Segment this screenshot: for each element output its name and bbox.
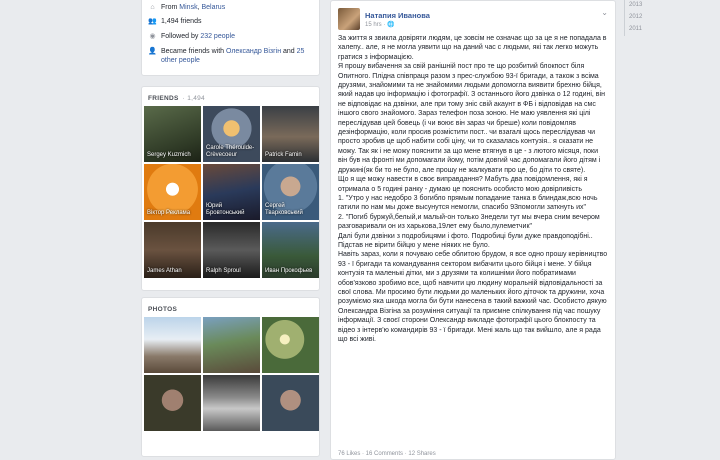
post-time-text[interactable]: 15 hrs · — [365, 21, 388, 28]
became-friends-row — [142, 47, 319, 65]
friend-tile[interactable] — [262, 164, 319, 220]
photos-grid — [142, 317, 319, 431]
friends-title[interactable]: FRIENDS — [148, 95, 179, 102]
friend-name[interactable]: Ralph Sproul — [206, 268, 241, 274]
friends-count: · 1,494 — [182, 95, 205, 102]
from-country-link[interactable]: Belarus — [201, 4, 226, 11]
year-link[interactable]: 2013 — [624, 0, 664, 12]
friends-row — [142, 17, 319, 26]
intro-card — [141, 0, 320, 76]
became-name-link[interactable]: Олександр Візгін — [225, 48, 282, 55]
from-row — [142, 3, 319, 12]
chevron-down-icon[interactable]: ⌄ — [601, 8, 608, 17]
friend-name[interactable]: Юрий Бровтонський — [206, 203, 245, 216]
friend-tile[interactable] — [144, 106, 201, 162]
post-footer[interactable]: 76 Likes · 16 Comments · 12 Shares — [338, 451, 436, 457]
friend-name[interactable]: Sergey Kuzmich — [147, 152, 191, 158]
post-body — [331, 34, 615, 344]
friends-header — [142, 87, 319, 106]
followed-row — [142, 32, 319, 41]
became-and: and — [283, 48, 295, 55]
from-city-link[interactable]: Minsk — [179, 4, 198, 11]
friends-icon: 👥 — [148, 18, 157, 25]
year-link[interactable]: 2012 — [624, 12, 664, 24]
friend-name[interactable]: Carole Théroulde-Crèvecoeur — [206, 145, 255, 158]
author-avatar[interactable] — [338, 8, 360, 30]
photo-tile[interactable] — [262, 375, 319, 431]
photo-tile[interactable] — [144, 375, 201, 431]
friend-tile[interactable] — [203, 106, 260, 162]
friend-tile[interactable] — [203, 164, 260, 220]
friend-tile[interactable] — [144, 222, 201, 278]
post-card — [330, 0, 616, 460]
friends-card — [141, 86, 320, 291]
post-header — [331, 1, 615, 34]
friend-name[interactable]: Віктор Реклама — [147, 210, 191, 216]
friend-tile[interactable] — [262, 222, 319, 278]
from-text — [161, 3, 225, 12]
friend-tile[interactable] — [262, 106, 319, 162]
globe-icon: 🌐 — [387, 21, 395, 28]
from-prefix: From — [161, 4, 178, 11]
year-link[interactable]: 2011 — [624, 24, 664, 36]
followed-prefix: Followed by — [161, 33, 199, 40]
became-other-link[interactable]: 25 other people — [161, 48, 305, 64]
photos-card — [141, 297, 320, 457]
friends-grid — [142, 106, 319, 278]
home-icon: ⌂ — [150, 4, 155, 11]
photo-tile[interactable] — [203, 317, 260, 373]
post-time[interactable] — [365, 21, 430, 28]
friend-name[interactable]: Сергей Тварковський — [265, 203, 303, 216]
friend-name[interactable]: James Athan — [147, 268, 182, 274]
friend-tile[interactable] — [144, 164, 201, 220]
friend-name[interactable]: Patrick Famin — [265, 152, 302, 158]
person-icon: 👤 — [148, 48, 157, 55]
photo-tile[interactable] — [262, 317, 319, 373]
photo-tile[interactable] — [144, 317, 201, 373]
timeline-years — [624, 0, 664, 36]
photo-tile[interactable] — [203, 375, 260, 431]
followed-count-link[interactable]: 232 people — [200, 33, 235, 40]
became-prefix: Became friends with — [161, 48, 225, 55]
from-sep: , — [197, 4, 202, 11]
friend-tile[interactable] — [203, 222, 260, 278]
friends-count-text: 1,494 friends — [161, 18, 202, 25]
post-text: За життя я звикла довіряти людям, це зовсім не означає що за це я не попадала в халепу.. але, я не могла уявити що на даний час с людьми, які так легко можуть гратися з інформацією. Я прошу вибачення за свій ранішній пост про те що розбитий блокпост біля Опитного. Плідна співпраця разом з прес-службою 93-ї бригади, а також з всіма друзями, знайомими та не знайомими людьми допомогла виявити брехню бійця, який надав цю інформацію і фотографії. З останнього його дзвінка о 12 годині, він не відповідає на дзвінки, але при тому зніс свій акаунт в ФБ і відповідав на смс іншого свого знайомого. Зараз телефон поза зоною. Не маю уявлення які цілі переслідував цей бовець (і чи воює він зараз чи бреше) коли повідомляв дезінформацію, коли просив розмістити пост.. чи взагалі щось переслідував чи просто зробив це щоб набити собі ціну, чи то сказалась контузія.. я сказати не можу. Так як і не можу пояснити за що мене втягнув в це - з лютого місяця, поки він був на фронті ми допомагали йому, потім довгий час допомагали його дітям і дружині(як би то не було, але прошу не жалкувати про це, бо діти то святе). Що я ще можу навести в своє виправдання? Мабуть два повідомлення, які я отримала о 5 годині ранку - думаю це пояснить особисто мою довірливість 1. "Утро у нас недобро 3 богибло прямым попадание танка в блиндаж,всю ночь гатили по нам мы доже высунутся немогли, спасибо 93помогли заткнуть их" 2. "Погиб буржуй,белый,и малый-он только 3недели тут мы вчера сним вечером разговаривали он из харькова,19лет ему было,пулеметчик" Далі були дзвінки з подробицями і фото. Подробиці були дуже правдоподібні.. Підстав не вірити бійцю у мене ніяких не було. Навіть зараз, коли я почуваю себе облитою брудом, я все одно прошу керівництво 93 - ї бригади та командування сектором вибачити цього бійця і мене. У бійця контузія та маленькі дітки, ми з друзями та колишніми його побратимами обов'язково зробимо все, щоб навчити цю людину моральній відповідальності за свої слова. Ми просимо бути людьми до маленьких його діточок та дружини, хоча розуміємо яка шкода могла би бути нанесена в такий важкий час. Особисто дякую Олександра Візгіна за розуміння ситуації та приємне спілкування під час пошуку інформації. З своєї сторони Олександр викладе фотографії цього блокпосту та відео з інтерв'ю командирів 93 - ї бригади. Мені жаль що так вийшло, але я рада що всі живі. — [338, 35, 608, 343]
rss-icon: ◉ — [149, 33, 156, 40]
photos-title[interactable]: PHOTOS — [148, 306, 178, 313]
friend-name[interactable]: Иван Прокофьев — [265, 268, 313, 274]
author-name[interactable]: Натапия Иванова — [365, 10, 430, 20]
